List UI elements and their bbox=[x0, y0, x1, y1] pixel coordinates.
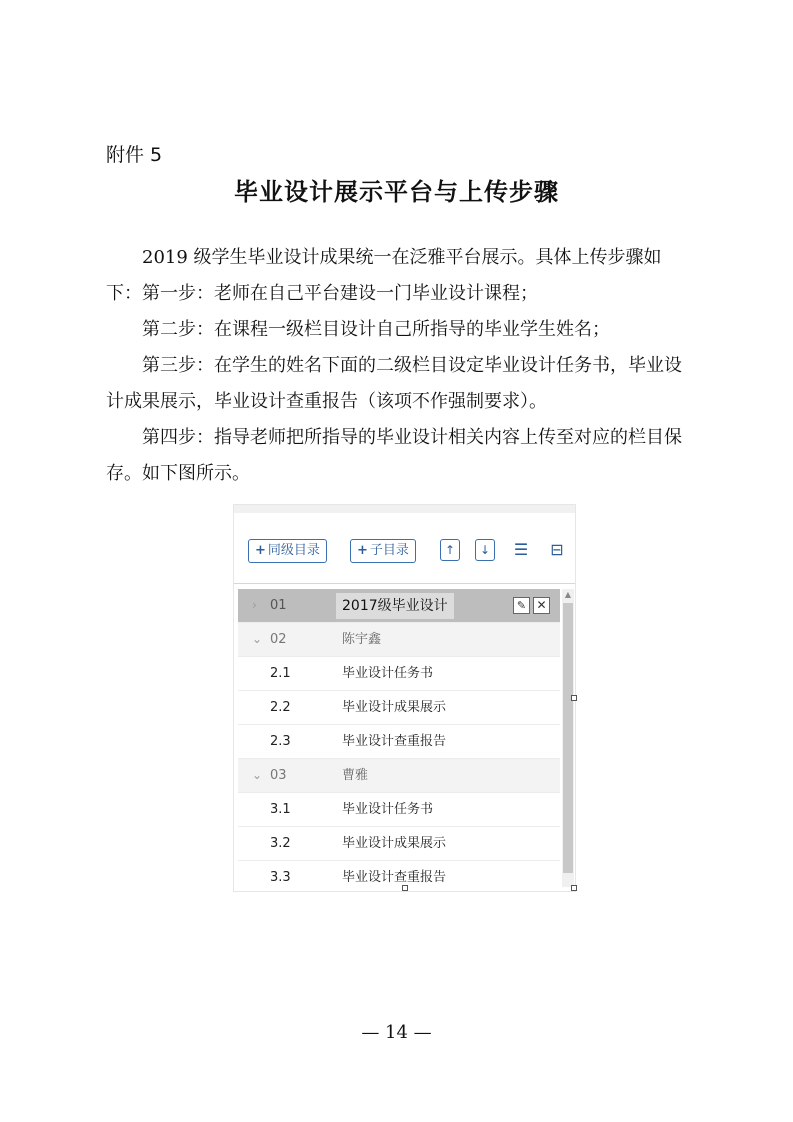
row-number: 03 bbox=[270, 768, 287, 783]
tree-row[interactable] bbox=[238, 827, 560, 861]
step-two-paragraph: 第二步：在课程一级栏目设计自己所指导的毕业学生姓名； bbox=[142, 319, 610, 340]
tree-row[interactable] bbox=[238, 793, 560, 827]
toolbar-divider bbox=[234, 583, 575, 584]
row-name: 毕业设计成果展示 bbox=[342, 700, 447, 715]
row-number: 01 bbox=[270, 598, 287, 613]
row-name: 毕业设计查重报告 bbox=[342, 870, 447, 885]
pencil-icon[interactable]: ✎ bbox=[513, 597, 530, 614]
tree-row[interactable] bbox=[238, 691, 560, 725]
chevron-right-icon[interactable]: › bbox=[252, 598, 257, 612]
resize-handle[interactable] bbox=[571, 695, 577, 701]
tree-row[interactable] bbox=[238, 589, 560, 623]
directory-toolbar bbox=[248, 539, 568, 563]
plus-icon: + bbox=[255, 543, 266, 558]
tree-row[interactable] bbox=[238, 725, 560, 759]
collapse-list-icon[interactable]: ☰ bbox=[513, 540, 529, 559]
row-number: 3.1 bbox=[270, 802, 291, 817]
add-same-level-button[interactable] bbox=[248, 539, 327, 563]
resize-handle[interactable] bbox=[571, 885, 577, 891]
add-child-button[interactable] bbox=[350, 539, 416, 563]
row-name: 毕业设计成果展示 bbox=[342, 836, 447, 851]
row-name: 毕业设计任务书 bbox=[342, 802, 434, 817]
screenshot-top-bar bbox=[234, 505, 575, 513]
row-number: 3.2 bbox=[270, 836, 291, 851]
step-one-paragraph: 第一步：老师在自己平台建设一门毕业设计课程； bbox=[142, 283, 538, 304]
row-number: 2.3 bbox=[270, 734, 291, 749]
move-down-icon[interactable]: ↓ bbox=[475, 539, 495, 561]
page-number: — 14 — bbox=[361, 1022, 432, 1043]
add-same-level-label: 同级目录 bbox=[267, 543, 320, 558]
intro-paragraph: 2019 级学生毕业设计成果统一在泛雅平台展示。具体上传步骤如下： bbox=[106, 247, 662, 304]
tree-row[interactable] bbox=[238, 861, 560, 887]
row-number: 3.3 bbox=[270, 870, 291, 885]
chevron-down-icon[interactable]: ⌄ bbox=[252, 768, 263, 782]
row-number: 2.1 bbox=[270, 666, 291, 681]
plus-icon: + bbox=[357, 543, 368, 558]
expand-list-icon[interactable]: ⊟ bbox=[550, 540, 564, 559]
attachment-label: 附件 5 bbox=[106, 144, 163, 166]
directory-tree bbox=[238, 589, 560, 887]
resize-handle[interactable] bbox=[402, 885, 408, 891]
row-name: 毕业设计查重报告 bbox=[342, 734, 447, 749]
row-name: 陈宇鑫 bbox=[342, 632, 382, 647]
tree-row[interactable] bbox=[238, 657, 560, 691]
document-title: 毕业设计展示平台与上传步骤 bbox=[234, 178, 559, 206]
step-four-paragraph: 第四步：指导老师把所指导的毕业设计相关内容上传至对应的栏目保存。如下图所示。 bbox=[106, 427, 682, 484]
add-child-label: 子目录 bbox=[369, 543, 409, 558]
move-up-icon[interactable]: ↑ bbox=[440, 539, 460, 561]
course-directory-screenshot bbox=[233, 504, 576, 892]
row-number: 02 bbox=[270, 632, 287, 647]
row-number: 2.2 bbox=[270, 700, 291, 715]
step-three-paragraph: 第三步：在学生的姓名下面的二级栏目设定毕业设计任务书，毕业设计成果展示，毕业设计查重报告（该项不作强制要求）。 bbox=[106, 355, 682, 412]
row-name: 曹雅 bbox=[342, 768, 369, 783]
row-name: 毕业设计任务书 bbox=[342, 666, 434, 681]
chevron-down-icon[interactable]: ⌄ bbox=[252, 632, 263, 646]
close-icon[interactable]: ✕ bbox=[533, 597, 550, 614]
row-name-editing[interactable]: 2017级毕业设计 bbox=[336, 593, 454, 619]
tree-row[interactable] bbox=[238, 623, 560, 657]
vertical-scrollbar[interactable] bbox=[562, 589, 574, 887]
tree-row[interactable] bbox=[238, 759, 560, 793]
scrollbar-thumb[interactable] bbox=[563, 603, 573, 873]
scroll-up-icon[interactable]: ▲ bbox=[564, 590, 572, 599]
